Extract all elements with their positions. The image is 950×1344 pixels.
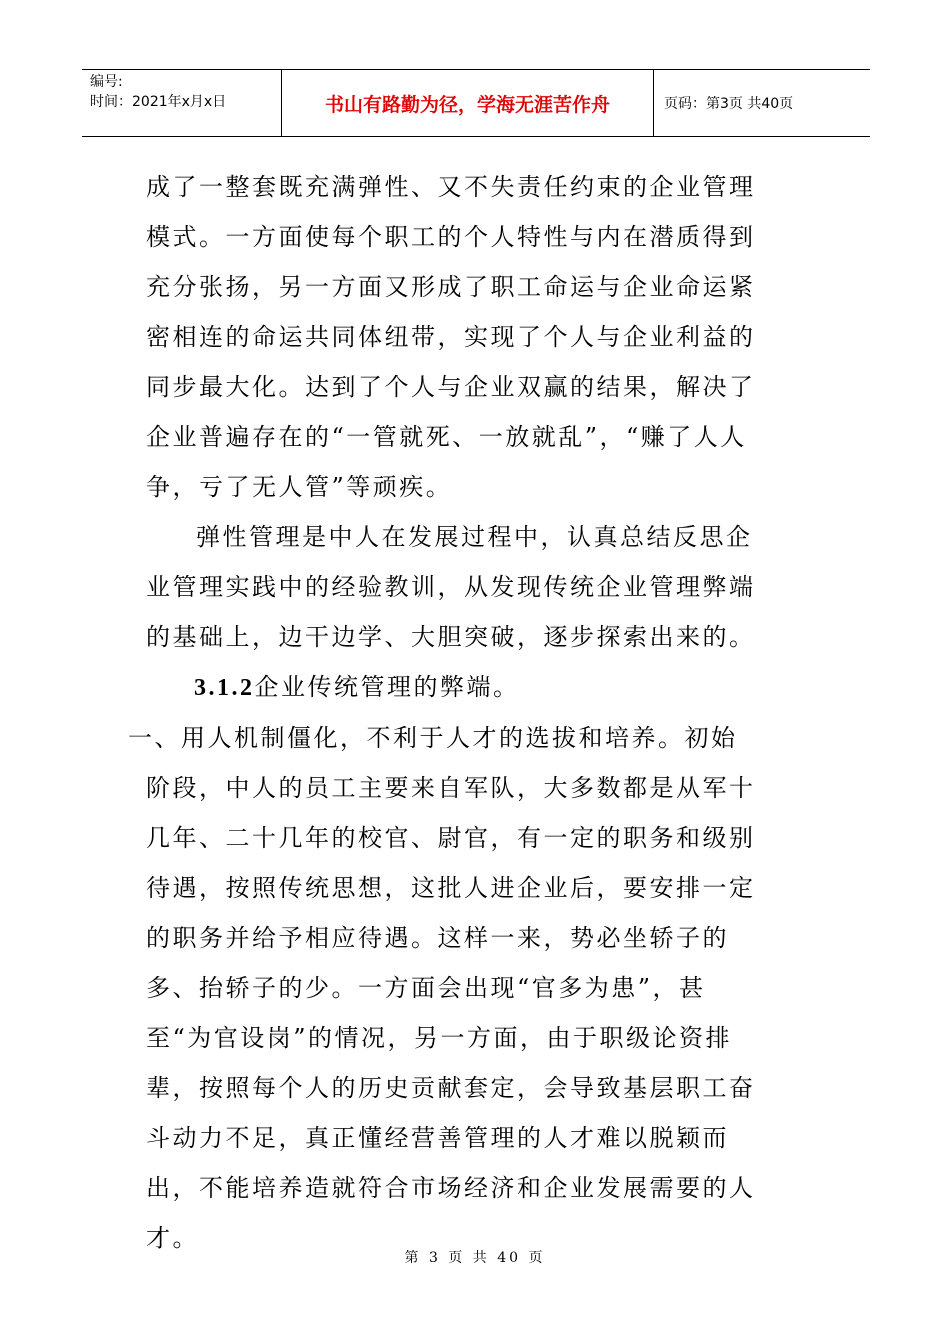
paragraph: 一、用人机制僵化，不利于人才的选拔和培养。初始阶段，中人的员工主要来自军队，大多数都是从军十几年、二十几年的校官、尉官，有一定的职务和级别待遇，按照传统思想，这批人进企业后，要安排一定的职务并给予相应待遇。这样一来，势必坐轿子的多、抬轿子的少。一方面会出现“官多为患”，甚至“为官设岗”的情况，另一方面，由于职级论资排辈，按照每个人的历史贡献套定，会导致基层职工奋斗动力不足，真正懂经营善管理的人才难以脱颖而出，不能培养造就符合市场经济和企业发展需要的人才。 xyxy=(128,724,756,1252)
page-header xyxy=(82,69,870,137)
page-footer: 第 3 页 共 40 页 xyxy=(404,1250,546,1266)
document-time-label: 时间：2021年x月x日 xyxy=(90,94,227,110)
paragraph: 弹性管理是中人在发展过程中，认真总结反思企业管理实践中的经验教训，从发现传统企业管理弊端的基础上，边干边学、大胆突破，逐步探索出来的。 xyxy=(146,523,756,651)
document-number-label: 编号: xyxy=(90,74,123,90)
header-motto: 书山有路勤为径，学海无涯苦作舟 xyxy=(282,70,654,136)
header-page-info: 页码：第3页 共40页 xyxy=(664,96,794,112)
header-meta xyxy=(82,70,282,136)
paragraph: 成了一整套既充满弹性、又不失责任约束的企业管理模式。一方面使每个职工的个人特性与内在潜质得到充分张扬，另一方面又形成了职工命运与企业命运紧密相连的命运共同体纽带，实现了个人与企业利益的同步最大化。达到了个人与企业双赢的结果，解决了企业普遍存在的“一管就死、一放就乱”，“赚了人人争，亏了无人管”等顽疾。 xyxy=(146,173,756,501)
section-heading xyxy=(146,662,756,713)
section-number: 3.1.2 xyxy=(194,675,255,701)
section-title: 企业传统管理的弊端。 xyxy=(254,673,520,701)
document-body xyxy=(128,162,756,1263)
